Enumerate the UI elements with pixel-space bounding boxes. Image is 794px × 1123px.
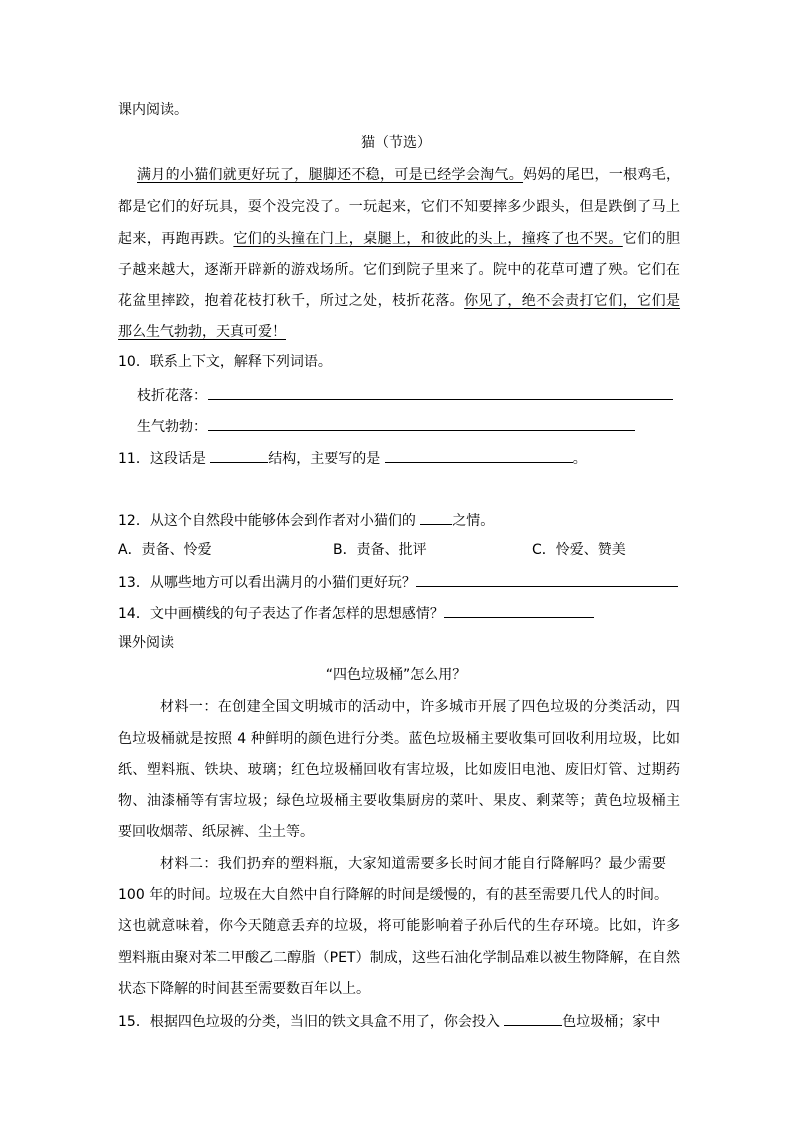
option-c[interactable]: C．怜爱、赞美 [532, 542, 626, 558]
question-text: 14．文中画横线的句子表达了作者怎样的思想感情？ [118, 606, 444, 622]
section-heading-extra: 课外阅读 [118, 635, 174, 651]
q10-term2-row [137, 415, 699, 435]
question-text: 11．这段话是 [118, 451, 206, 467]
answer-blank[interactable] [385, 447, 573, 463]
passage2-text: 材料二：我们扔弃的塑料瓶，大家知道需要多长时间才能自行降解吗？最少需要 [160, 856, 666, 872]
answer-blank[interactable] [208, 384, 673, 400]
question-15 [118, 1010, 680, 1030]
question-14 [118, 602, 680, 622]
answer-blank[interactable] [416, 571, 678, 587]
term-label: 生气勃勃： [137, 419, 207, 435]
question-text: 13．从哪些地方可以看出满月的小猫们更好玩？ [118, 575, 416, 591]
answer-blank[interactable] [210, 447, 268, 463]
question-text: 15．根据四色垃圾的分类，当旧的铁文具盒不用了，你会投入 [118, 1014, 500, 1030]
answer-blank[interactable] [444, 602, 594, 618]
question-13 [118, 571, 680, 591]
underlined-sentence: 你见了，绝不会责打它们，它们是 [464, 293, 681, 309]
answer-blank[interactable] [208, 415, 635, 431]
passage-text: 它们的胆 [622, 231, 681, 247]
term-label: 枝折花落： [137, 388, 207, 404]
passage-text: 妈妈的尾巴，一根鸡毛， [523, 167, 681, 183]
passage2-text: 100 年的时间。垃圾在大自然中自行降解的时间是缓慢的，有的甚至需要几代人的时间。 [118, 887, 668, 903]
passage-text: 都是它们的好玩具，耍个没完没了。一玩起来，它们不知要摔多少跟头，但是跌倒了马上 [118, 199, 680, 215]
option-a[interactable]: A．责备、怜爱 [118, 542, 212, 558]
passage2-title: “四色垃圾桶”怎么用？ [325, 667, 467, 683]
q12-options [118, 540, 680, 560]
question-11 [118, 447, 680, 467]
option-b[interactable]: B．责备、批评 [333, 542, 427, 558]
answer-blank[interactable] [504, 1010, 562, 1026]
underlined-sentence: 那么生气勃勃，天真可爱！ [118, 324, 286, 340]
question-text: 12．从这个自然段中能够体会到作者对小猫们的 [118, 513, 416, 529]
section-heading-in-class: 课内阅读。 [118, 102, 188, 118]
passage2-text: 色垃圾桶就是按照 4 种鲜明的颜色进行分类。蓝色垃圾桶主要收集可回收利用垃圾，比如 [118, 731, 680, 747]
underlined-sentence: 它们的头撞在门上，桌腿上，和彼此的头上，撞疼了也不哭。 [233, 231, 623, 247]
passage2-text: 塑料瓶由聚对苯二甲酸乙二醇脂（PET）制成，这些石油化学制品难以被生物降解，在自然 [118, 950, 680, 966]
passage2-text: 纸、塑料瓶、铁块、玻璃；红色垃圾桶回收有害垃圾，比如废旧电池、废旧灯管、过期药 [118, 762, 680, 778]
question-12 [118, 509, 680, 529]
question-text: 。 [572, 451, 587, 467]
question-text: 之情。 [452, 513, 495, 529]
passage-title: 猫（节选） [361, 135, 431, 151]
question-text: 结构，主要写的是 [268, 451, 381, 467]
passage-text: 起来，再跑再跌。 [118, 231, 234, 247]
question-10: 10．联系上下文，解释下列词语。 [118, 354, 332, 370]
passage2-text: 物、油漆桶等有害垃圾；绿色垃圾桶主要收集厨房的菜叶、果皮、剩菜等；黄色垃圾桶主 [118, 793, 680, 809]
passage-text: 子越来越大，逐渐开辟新的游戏场所。它们到院子里来了。院中的花草可遭了殃。它们在 [118, 262, 680, 278]
question-text: 色垃圾桶；家中 [562, 1014, 661, 1030]
passage2-text: 这也就意味着，你今天随意丢弃的垃圾，将可能影响着子孙后代的生存环境。比如，许多 [118, 918, 680, 934]
underlined-sentence: 满月的小猫们就更好玩了，腿脚还不稳，可是已经学会淘气。 [137, 167, 524, 183]
passage2-text: 状态下降解的时间甚至需要数百年以上。 [118, 981, 370, 997]
answer-blank[interactable] [420, 509, 452, 525]
passage2-text: 要回收烟蒂、纸尿裤、尘土等。 [118, 824, 314, 840]
passage-text: 花盆里摔跤，抱着花枝打秋千，所过之处，枝折花落。 [118, 293, 465, 309]
passage2-text: 材料一：在创建全国文明城市的活动中，许多城市开展了四色垃圾的分类活动，四 [160, 699, 680, 715]
q10-term1-row [137, 384, 699, 404]
